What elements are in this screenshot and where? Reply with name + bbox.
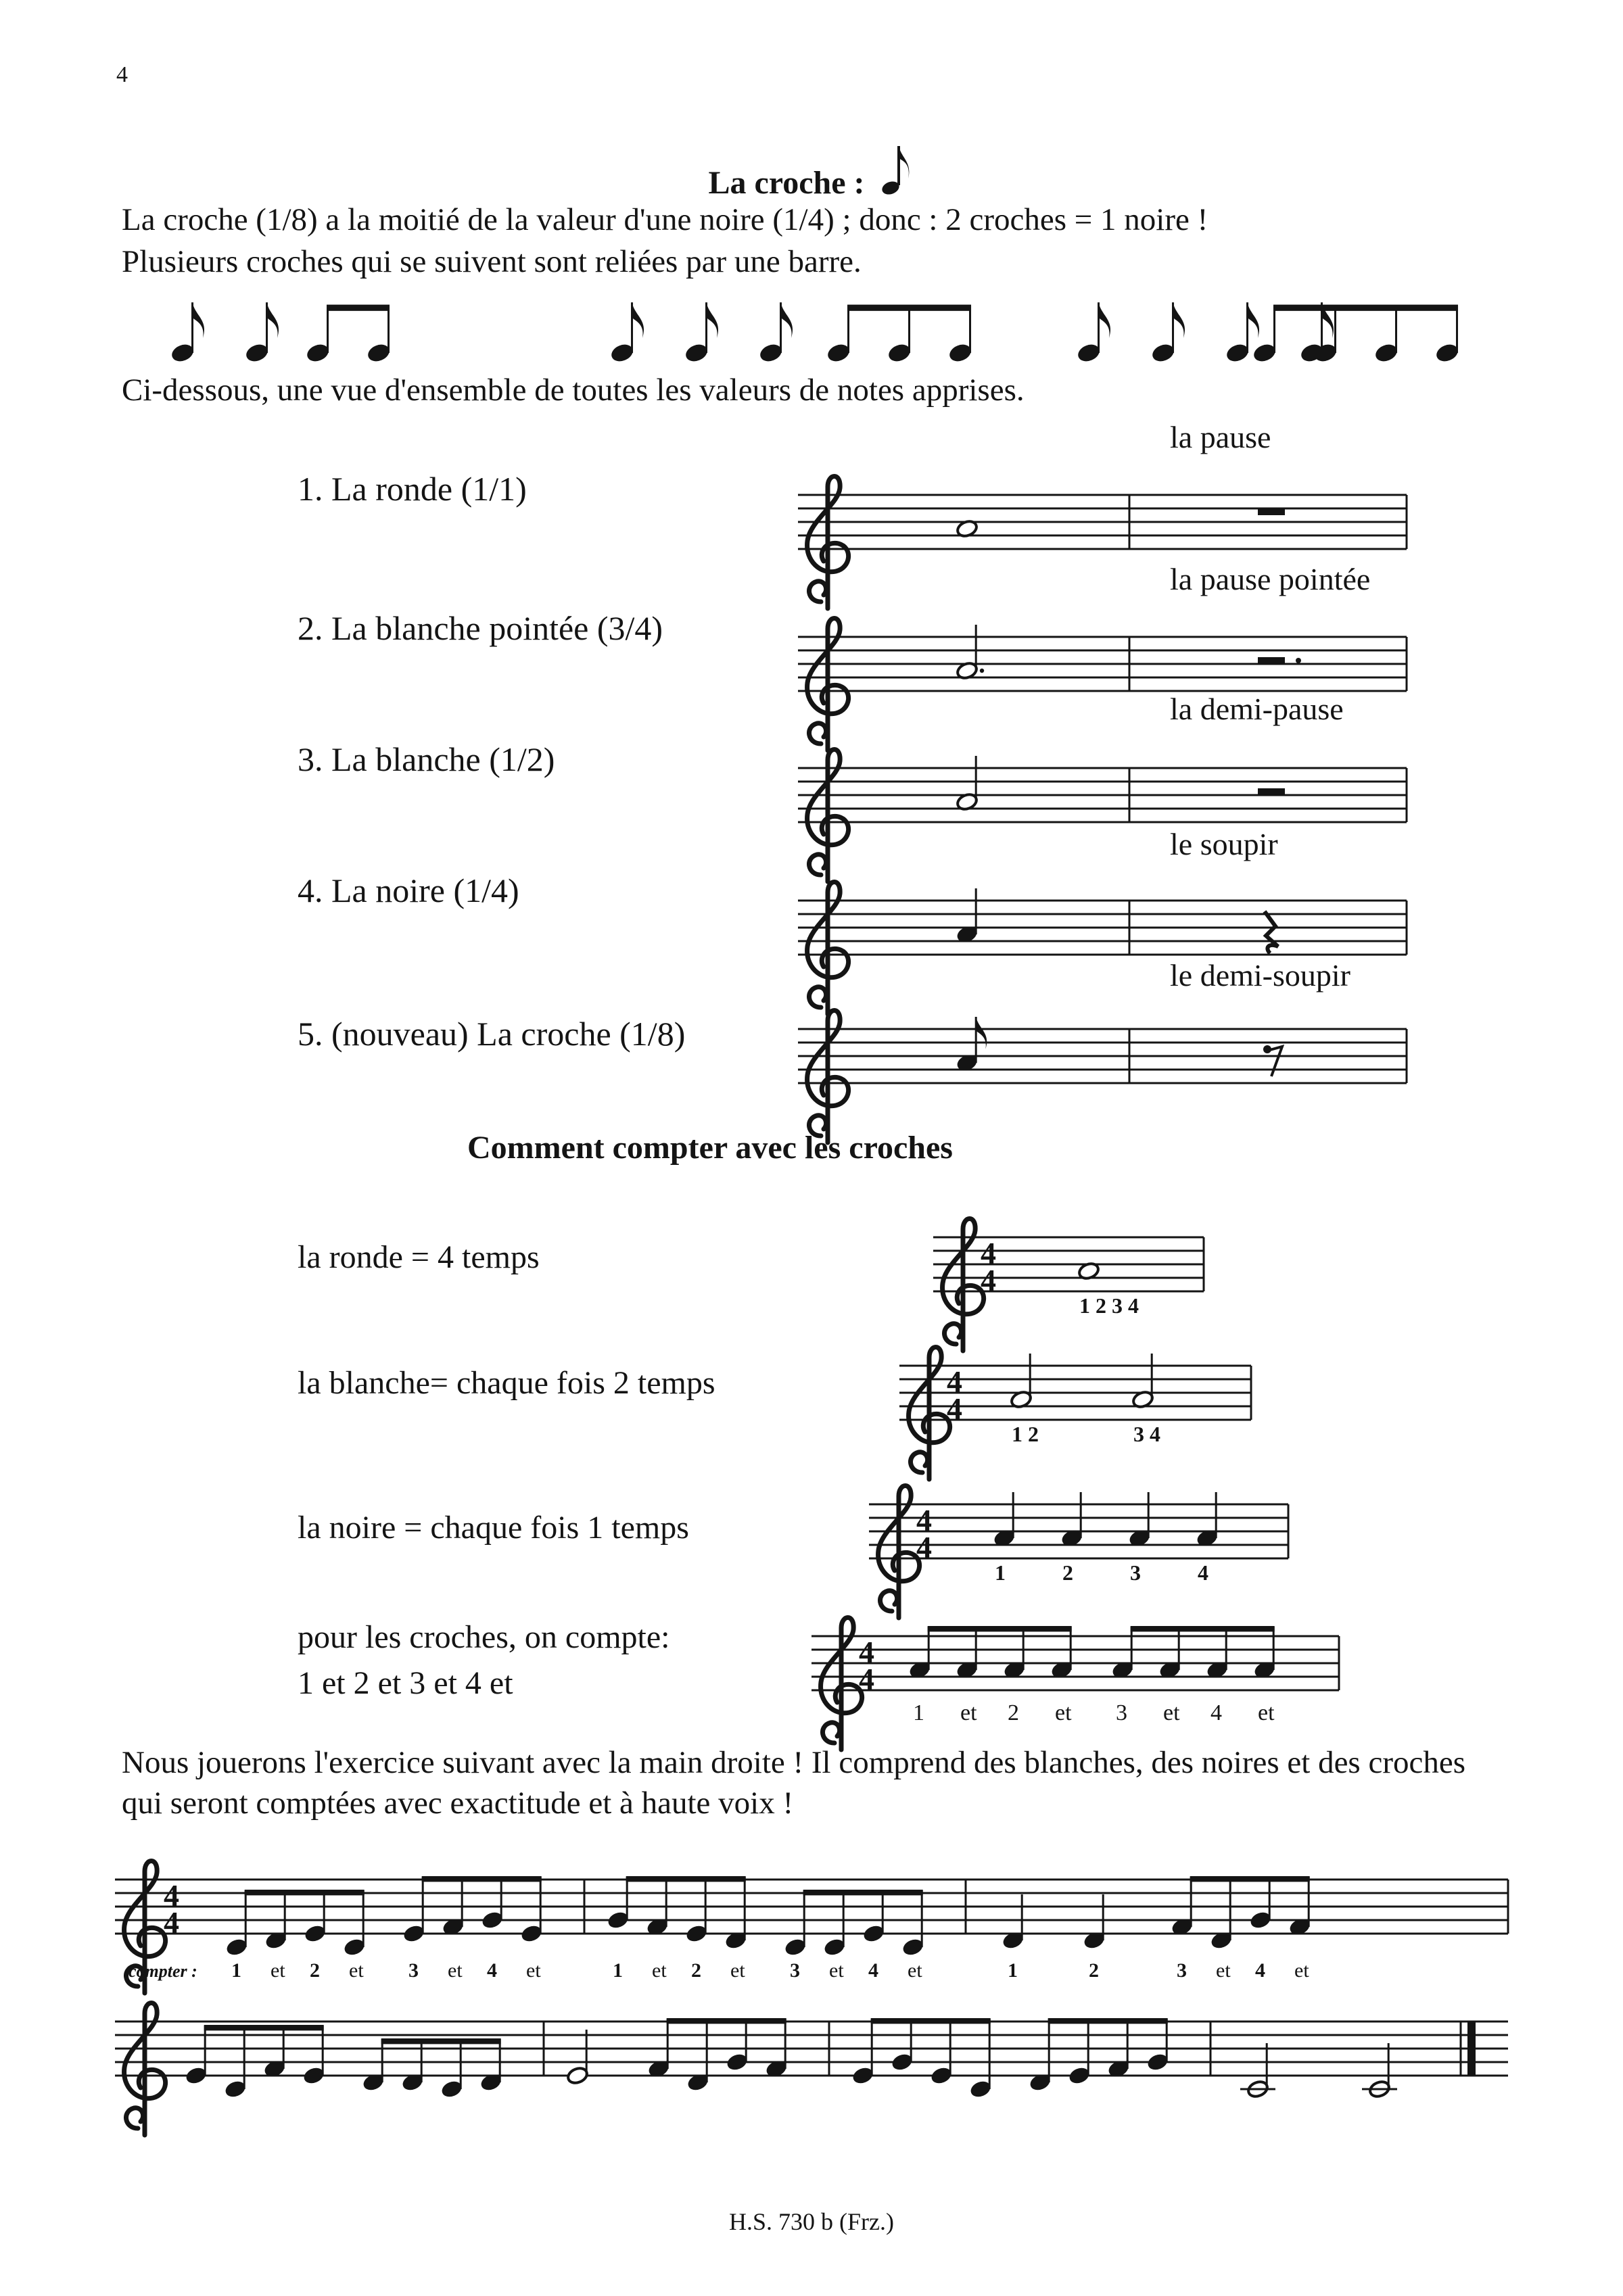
treble-clef-icon bbox=[821, 1618, 862, 1750]
time-signature-bottom: 4 bbox=[164, 1905, 179, 1940]
whole-rest-icon bbox=[1258, 508, 1285, 515]
rest-label-soupir: le soupir bbox=[1170, 827, 1278, 861]
value-label-noire: 4. La noire (1/4) bbox=[298, 871, 519, 909]
count-label: et bbox=[349, 1959, 364, 1982]
count-staff-croches bbox=[812, 1609, 1352, 1751]
staff-blanche bbox=[798, 740, 1420, 855]
treble-clef-icon bbox=[807, 882, 849, 1015]
note-a bbox=[956, 756, 979, 812]
note-a bbox=[1010, 1354, 1033, 1410]
count-label: 1 bbox=[995, 1560, 1006, 1585]
beamed-eighths-4 bbox=[1252, 305, 1460, 364]
treble-clef-icon bbox=[807, 619, 849, 751]
note-a bbox=[956, 1017, 987, 1073]
eighth-rest-icon bbox=[1263, 1045, 1282, 1076]
value-label-blanche: 3. La blanche (1/2) bbox=[298, 740, 555, 778]
staff-lines bbox=[798, 901, 1407, 955]
beamed-eighths bbox=[647, 2018, 788, 2092]
note-a bbox=[956, 888, 979, 944]
staff-lines bbox=[812, 1636, 1339, 1690]
count-label: et bbox=[1163, 1700, 1180, 1725]
count-label: et bbox=[908, 1959, 922, 1982]
staff-lines bbox=[798, 495, 1407, 549]
eighth-note bbox=[758, 302, 793, 364]
beamed-eighths bbox=[1171, 1876, 1311, 1951]
count-label: et bbox=[1216, 1959, 1231, 1982]
count-label: et bbox=[1294, 1959, 1309, 1982]
note-a bbox=[1131, 1354, 1154, 1410]
count-label: et bbox=[960, 1700, 977, 1725]
half-note bbox=[566, 2030, 589, 2086]
counting-title: Comment compter avec les croches bbox=[467, 1130, 953, 1166]
count-blanche-text: la blanche= chaque fois 2 temps bbox=[298, 1365, 715, 1401]
beamed-eighths-4 bbox=[908, 1626, 1073, 1680]
count-label: et bbox=[1055, 1700, 1072, 1725]
count-label: 4 bbox=[868, 1959, 878, 1982]
note-a bbox=[1128, 1492, 1151, 1548]
quarter-note bbox=[1083, 1894, 1106, 1951]
intro-line-2: Plusieurs croches qui se suivent sont reliées par une barre. bbox=[122, 244, 862, 279]
count-label: 3 bbox=[1177, 1959, 1187, 1982]
beamed-eighths-3 bbox=[826, 305, 973, 364]
count-label: et bbox=[1258, 1700, 1275, 1725]
count-label: 1 bbox=[913, 1700, 924, 1725]
treble-clef-icon bbox=[124, 2003, 166, 2136]
treble-clef-icon bbox=[943, 1219, 984, 1352]
count-label: 2 bbox=[691, 1959, 701, 1982]
beamed-eighths-4 bbox=[1111, 1626, 1276, 1680]
count-label: 1 2 bbox=[1012, 1422, 1039, 1446]
count-label: 2 bbox=[1008, 1700, 1019, 1725]
footer-reference: H.S. 730 b (Frz.) bbox=[729, 2208, 894, 2235]
beamed-eighths-2 bbox=[305, 305, 392, 364]
treble-clef-icon bbox=[807, 750, 849, 882]
count-label: 3 bbox=[1116, 1700, 1127, 1725]
staff-lines bbox=[798, 637, 1407, 691]
beamed-eighths bbox=[362, 2038, 502, 2099]
rest-label-pause-pointee: la pause pointée bbox=[1170, 562, 1371, 596]
final-bar-thick bbox=[1467, 2022, 1476, 2076]
quarter-rest-icon bbox=[1265, 911, 1278, 953]
section-title bbox=[0, 143, 1623, 201]
count-label: et bbox=[730, 1959, 745, 1982]
staff-lines bbox=[869, 1504, 1288, 1558]
count-label: 4 bbox=[1255, 1959, 1265, 1982]
staff-blanche-pointee bbox=[798, 608, 1420, 723]
half-note bbox=[1368, 2043, 1391, 2099]
count-label: 4 bbox=[487, 1959, 497, 1982]
count-label: 2 bbox=[1089, 1959, 1099, 1982]
count-label: 1 bbox=[231, 1959, 241, 1982]
exercise-staff-line-2 bbox=[115, 1981, 1488, 2116]
staff-ronde bbox=[798, 467, 1420, 581]
note-a bbox=[993, 1492, 1016, 1548]
count-label: 3 4 bbox=[1133, 1422, 1160, 1446]
count-croches-line-1: pour les croches, on compte: bbox=[298, 1619, 670, 1655]
exercise-staff-line-1 bbox=[115, 1825, 1522, 1982]
count-staff-noire bbox=[869, 1477, 1302, 1606]
treble-clef-icon bbox=[807, 477, 849, 609]
count-noire-text: la noire = chaque fois 1 temps bbox=[298, 1510, 689, 1546]
count-label: 4 bbox=[1198, 1560, 1208, 1585]
count-label: 3 bbox=[1130, 1560, 1141, 1585]
exercise-line-1: Nous jouerons l'exercice suivant avec la main droite ! Il comprend des blanches, des noires et des croches bbox=[122, 1745, 1465, 1780]
beamed-eighths bbox=[851, 2018, 992, 2099]
eighth-note bbox=[609, 302, 644, 364]
rest-label-pause: la pause bbox=[1170, 420, 1271, 454]
time-signature-top: 4 bbox=[916, 1503, 932, 1537]
staff-lines bbox=[115, 2022, 1508, 2076]
time-signature-bottom: 4 bbox=[859, 1662, 874, 1696]
rest-label-demi-soupir: le demi-soupir bbox=[1170, 958, 1350, 992]
eighth-note-icon bbox=[881, 143, 915, 197]
count-label: 2 bbox=[1062, 1560, 1073, 1585]
treble-clef-icon bbox=[878, 1486, 920, 1619]
staff-noire bbox=[798, 872, 1420, 987]
treble-clef-icon bbox=[807, 1011, 849, 1143]
intro-line-1: La croche (1/8) a la moitié de la valeur d'une noire (1/4) ; donc : 2 croches = 1 noire ! bbox=[122, 202, 1208, 237]
count-label: et bbox=[270, 1959, 285, 1982]
value-label-blanche-pointee: 2. La blanche pointée (3/4) bbox=[298, 609, 663, 647]
count-label: 1 bbox=[613, 1959, 623, 1982]
quarter-note bbox=[1002, 1894, 1025, 1951]
time-signature-top: 4 bbox=[947, 1364, 962, 1399]
eighth-notes-example bbox=[156, 291, 1454, 372]
note-a bbox=[1196, 1492, 1219, 1548]
eighth-note bbox=[244, 302, 279, 364]
staff-lines bbox=[798, 1029, 1407, 1083]
count-label: 1 bbox=[1008, 1959, 1018, 1982]
note-a bbox=[956, 625, 984, 681]
beamed-eighths bbox=[225, 1890, 366, 1957]
count-staff-blanche bbox=[899, 1339, 1265, 1467]
staff-lines bbox=[798, 768, 1407, 822]
half-note bbox=[1246, 2043, 1269, 2099]
eighth-note bbox=[170, 302, 204, 364]
treble-clef-icon bbox=[909, 1347, 950, 1480]
exercise-line-2: qui seront comptées avec exactitude et à haute voix ! bbox=[122, 1786, 794, 1821]
count-label: 1 2 3 4 bbox=[1079, 1293, 1139, 1318]
eighth-note bbox=[1150, 302, 1185, 364]
beamed-eighths bbox=[784, 1890, 924, 1957]
count-label: et bbox=[526, 1959, 541, 1982]
count-prefix-label: compter : bbox=[128, 1961, 197, 1981]
count-croches-line-2: 1 et 2 et 3 et 4 et bbox=[298, 1665, 513, 1701]
half-rest-icon bbox=[1258, 788, 1285, 795]
time-signature-bottom: 4 bbox=[981, 1263, 996, 1297]
eighth-note bbox=[684, 302, 718, 364]
overview-text: Ci-dessous, une vue d'ensemble de toutes les valeurs de notes apprises. bbox=[122, 373, 1025, 408]
time-signature-top: 4 bbox=[981, 1236, 996, 1270]
count-staff-ronde bbox=[933, 1210, 1217, 1339]
time-signature-bottom: 4 bbox=[916, 1530, 932, 1564]
rest-label-demi-pause: la demi-pause bbox=[1170, 692, 1344, 726]
count-label: 2 bbox=[310, 1959, 320, 1982]
beamed-eighths bbox=[1029, 2018, 1169, 2092]
staff-croche bbox=[798, 1001, 1420, 1116]
count-label: 4 bbox=[1210, 1700, 1222, 1725]
time-signature-top: 4 bbox=[164, 1878, 179, 1913]
time-signature-top: 4 bbox=[859, 1635, 874, 1669]
count-ronde-text: la ronde = 4 temps bbox=[298, 1239, 540, 1275]
beamed-eighths bbox=[607, 1876, 747, 1951]
eighth-note bbox=[1076, 302, 1110, 364]
value-label-ronde: 1. La ronde (1/1) bbox=[298, 470, 527, 508]
page-number: 4 bbox=[116, 62, 128, 87]
note-a bbox=[1060, 1492, 1083, 1548]
count-label: 3 bbox=[790, 1959, 800, 1982]
time-signature-bottom: 4 bbox=[947, 1391, 962, 1426]
count-label: et bbox=[829, 1959, 844, 1982]
count-label: et bbox=[652, 1959, 667, 1982]
section-title-text: La croche : bbox=[708, 165, 865, 201]
value-label-croche: 5. (nouveau) La croche (1/8) bbox=[298, 1015, 686, 1053]
staff-lines bbox=[933, 1237, 1204, 1291]
count-label: 3 bbox=[408, 1959, 419, 1982]
count-label: et bbox=[448, 1959, 463, 1982]
